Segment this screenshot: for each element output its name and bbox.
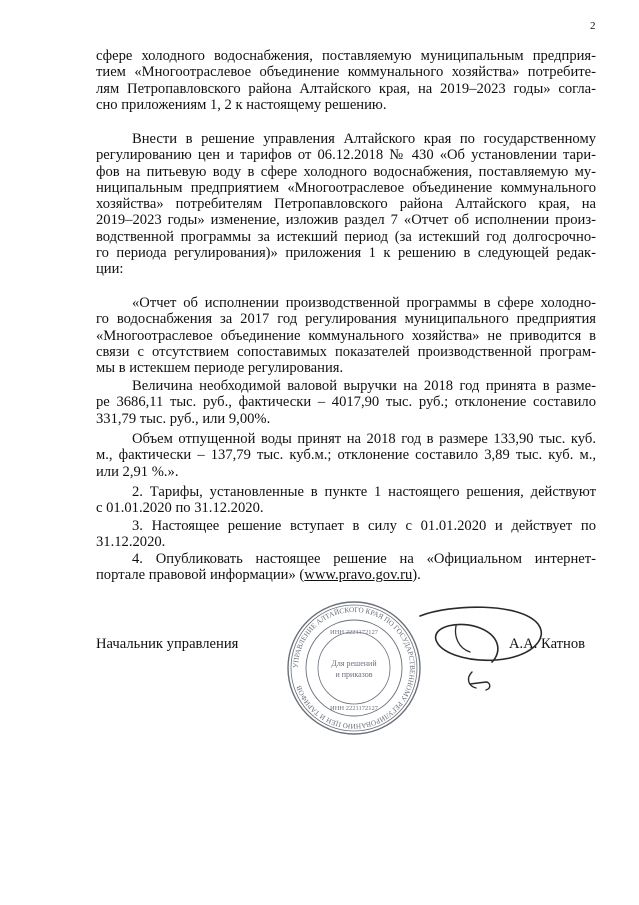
- text-line: лям Петропавловского района Алтайского края, на 2019–2023 годы» согла-: [96, 80, 596, 97]
- text-line: с 01.01.2020 по 31.12.2020.: [96, 500, 264, 517]
- text-line: 31.12.2020.: [96, 534, 166, 551]
- text-line: го периода регулирования)» приложения 1 к решению в следующей редак-: [96, 245, 596, 262]
- text-line: портале правовой информации» (www.pravo.gov.ru).: [96, 567, 421, 584]
- text-line: связи с отсутствием сопоставимых показателей производственной програм-: [96, 343, 596, 360]
- text-line: водственной программы за истекший период (за истекший год долгосрочно-: [96, 228, 596, 245]
- text-line: регулированию цен и тарифов от 06.12.2018 № 430 «Об установлении тари-: [96, 147, 596, 164]
- text-line: фов на питьевую воду в сфере холодного водоснабжения, поставляемую му-: [96, 163, 596, 180]
- text-line: мы в истекшем периоде регулирования.: [96, 360, 344, 377]
- text-line: 2. Тарифы, установленные в пункте 1 настоящего решения, действуют: [132, 484, 596, 500]
- paragraph-tariffs: [96, 484, 596, 517]
- pravo-link[interactable]: www.pravo.gov.ru: [304, 567, 413, 584]
- signer-title: Начальник управления: [96, 636, 239, 652]
- text-line: 3. Настоящее решение вступает в силу с 01.01.2020 и действует по: [132, 518, 596, 534]
- text-line: или 2,91 %.».: [96, 463, 179, 480]
- paragraph-revenue: [96, 378, 596, 427]
- text-line: 4. Опубликовать настоящее решение на «Официальном интернет-: [132, 551, 596, 567]
- text-line: тием «Многоотраслевое объединение коммунального хозяйства» потребите-: [96, 64, 596, 81]
- signer-name: А.А. Катнов: [509, 636, 586, 652]
- stamp-inn: ИНН 2221172127: [330, 629, 378, 636]
- stamp-ring-text: УПРАВЛЕНИЕ АЛТАЙСКОГО КРАЯ ПО ГОСУДАРСТВЕННОМУ РЕГУЛИРОВАНИЮ ЦЕН И ТАРИФОВ: [291, 605, 417, 731]
- text-line: сно приложениям 1, 2 к настоящему решению.: [96, 96, 387, 113]
- handwritten-signature: [400, 596, 550, 706]
- text-line: м., фактически – 137,79 тыс. куб.м.; отклонение составило 3,89 тыс. куб. м.,: [96, 447, 596, 464]
- paragraph-effective: [96, 518, 596, 551]
- text-line: Величина необходимой валовой выручки на 2018 год принята в разме-: [132, 378, 596, 394]
- text-line: 2019–2023 годы» изменение, изложив раздел 7 «Отчет об исполнении произ-: [96, 212, 596, 229]
- stamp-inn-bottom: ИНН 2221172127: [330, 705, 378, 712]
- text-line: хозяйства» потребителям Петропавловского района Алтайского края, на: [96, 196, 596, 213]
- text-line: ре 3686,11 тыс. руб., фактически – 4017,90 тыс. руб.; отклонение составило: [96, 394, 596, 411]
- paragraph-publish: [96, 551, 596, 584]
- paragraph-volume: [96, 431, 596, 480]
- text-line: ции:: [96, 261, 124, 278]
- text-line: «Многоотраслевое объединение коммунального хозяйства» не приводится в: [96, 327, 596, 344]
- stamp-center-line2: и приказов: [335, 670, 373, 679]
- text-line: Внести в решение управления Алтайского края по государственному: [132, 131, 596, 147]
- paragraph-report: [96, 295, 596, 376]
- paragraph-amend: [96, 131, 596, 278]
- stamp-center-line1: Для решений: [331, 659, 377, 668]
- text-line: Объем отпущенной воды принят на 2018 год в размере 133,90 тыс. куб.: [132, 431, 596, 447]
- text-line: 331,79 тыс. руб., или 9,00%.: [96, 410, 271, 427]
- text-line: ниципальным предприятием «Многоотраслевое объединение коммунального: [96, 179, 596, 196]
- page-number: 2: [590, 20, 596, 32]
- text-line: го водоснабжения за 2017 год регулирования муниципального предприятия: [96, 311, 596, 328]
- paragraph-continuation: [96, 48, 596, 113]
- text-line: «Отчет об исполнении производственной программы в сфере холодно-: [132, 295, 596, 311]
- text-line: сфере холодного водоснабжения, поставляемую муниципальным предприя-: [96, 48, 596, 64]
